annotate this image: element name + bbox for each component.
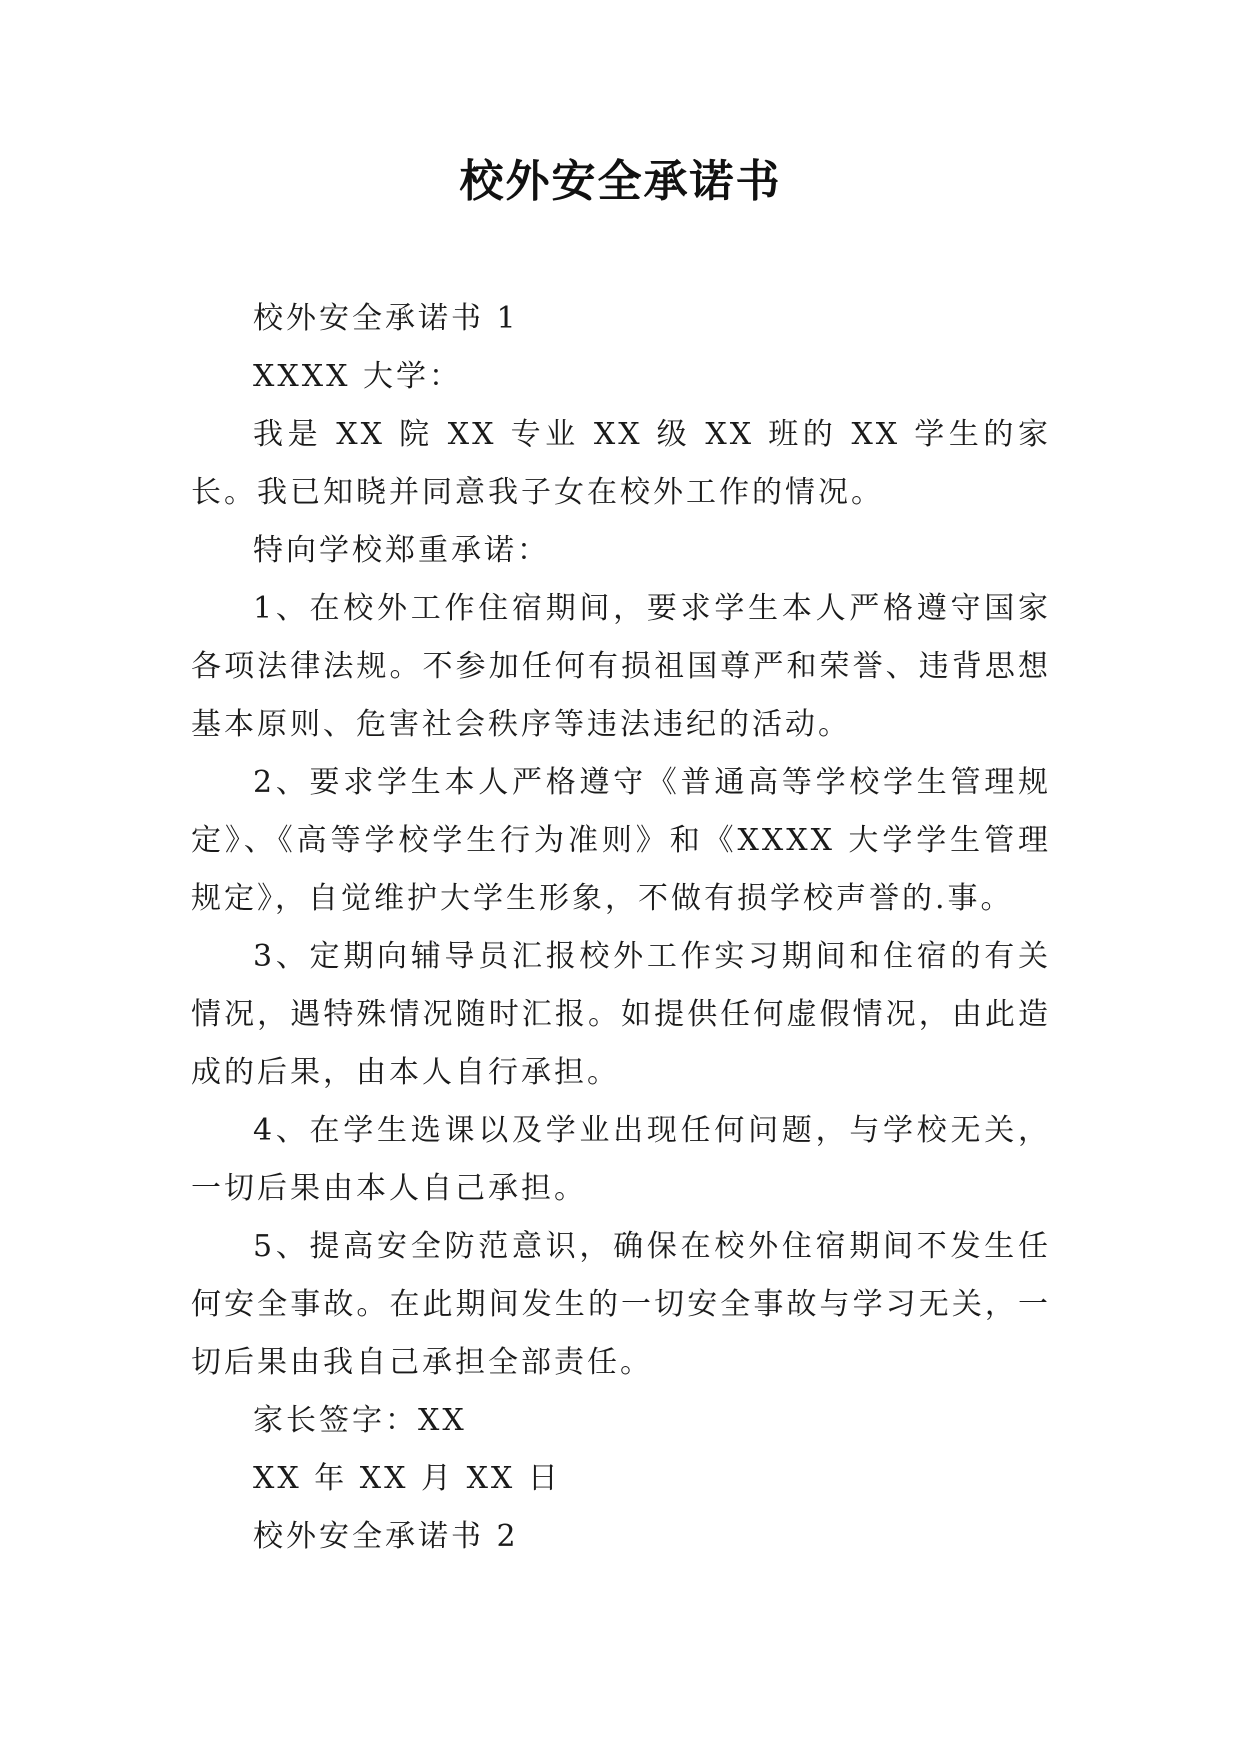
section-heading-2: 校外安全承诺书 2 [253, 1519, 519, 1554]
parent-signature: 家长签字：XX [253, 1403, 467, 1438]
intro-paragraph: 我是 XX 院 XX 专业 XX 级 XX 班的 XX 学生的家长。我已知晓并同意我子女在校外工作的情况。 [191, 417, 1051, 510]
pledge-item-5: 5、提高安全防范意识，确保在校外住宿期间不发生任何安全事故。在此期间发生的一切安全事故与学习无关，一切后果由我自己承担全部责任。 [191, 1229, 1051, 1380]
section-heading-1: 校外安全承诺书 1 [253, 301, 519, 336]
document-body [191, 290, 1051, 1566]
pledge-item-2: 2、要求学生本人严格遵守《普通高等学校学生管理规定》、《高等学校学生行为准则》和《XXXX 大学学生管理规定》，自觉维护大学生形象，不做有损学校声誉的.事。 [191, 765, 1051, 916]
salutation: XXXX 大学： [253, 359, 462, 394]
document-title: 校外安全承诺书 [459, 156, 782, 207]
pledge-lead: 特向学校郑重承诺： [253, 533, 550, 568]
pledge-item-1: 1、在校外工作住宿期间，要求学生本人严格遵守国家各项法律法规。不参加任何有损祖国尊严和荣誉、违背思想基本原则、危害社会秩序等违法违纪的活动。 [191, 591, 1051, 742]
pledge-item-3: 3、定期向辅导员汇报校外工作实习期间和住宿的有关情况，遇特殊情况随时汇报。如提供任何虚假情况，由此造成的后果，由本人自行承担。 [191, 939, 1051, 1090]
signature-date: XX 年 XX 月 XX 日 [253, 1461, 561, 1496]
pledge-item-4: 4、在学生选课以及学业出现任何问题，与学校无关，一切后果由本人自己承担。 [191, 1113, 1051, 1206]
